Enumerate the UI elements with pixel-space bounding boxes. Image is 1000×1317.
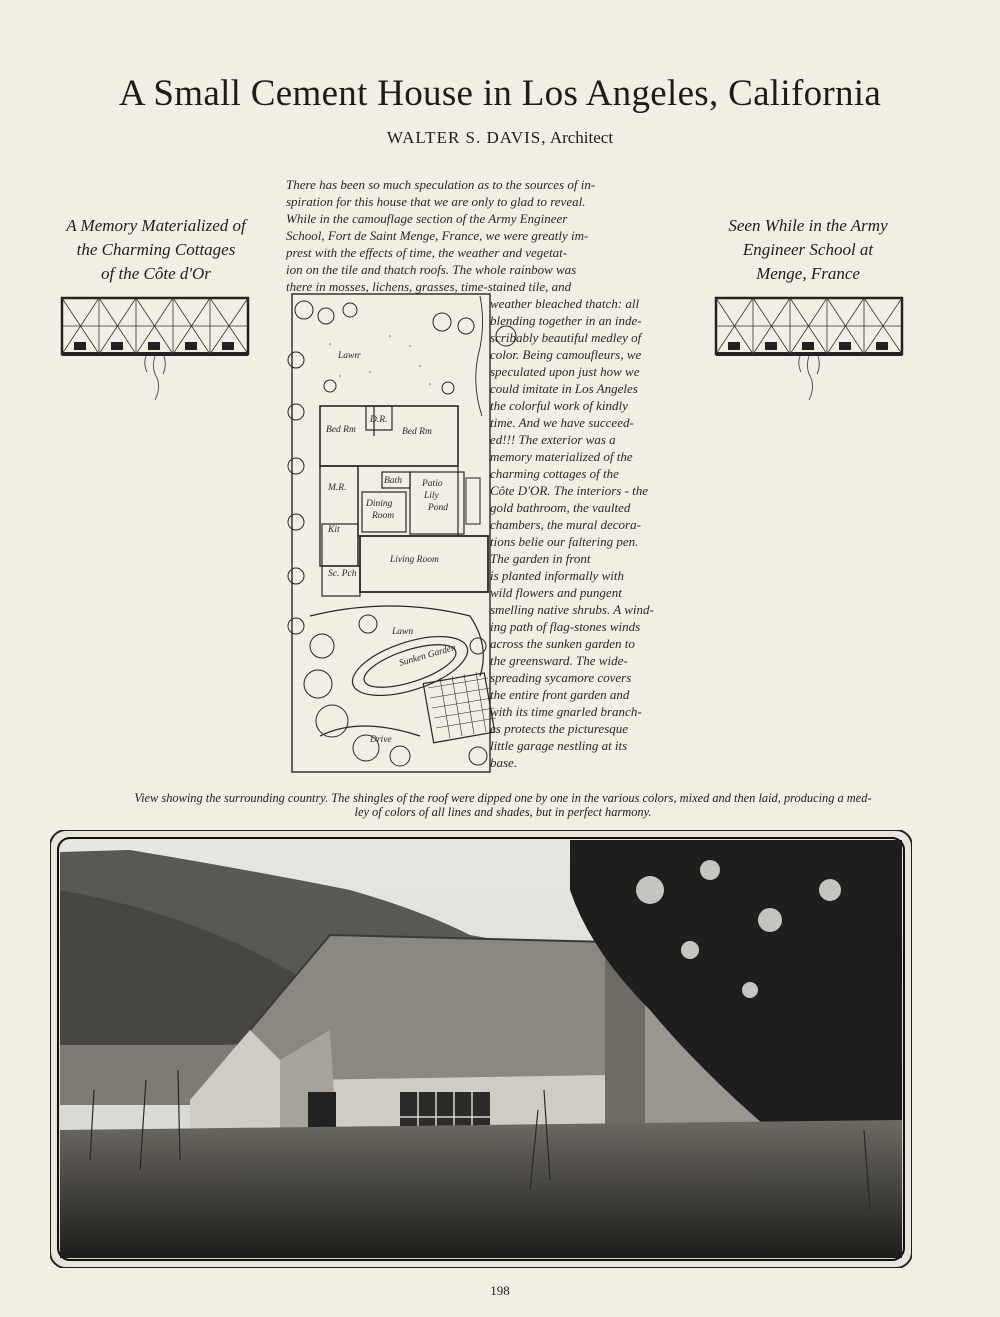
leaded-window-illustration-right <box>714 296 904 404</box>
plan-label-dining: Dining <box>366 499 393 509</box>
right-caption-line: Engineer School at <box>742 240 874 259</box>
left-caption-line: of the Côte d'Or <box>101 264 211 283</box>
plan-label-patio: Patio <box>422 479 443 489</box>
site-floor-plan <box>270 176 700 776</box>
leaded-window-illustration-left <box>60 296 250 404</box>
text-line: tions belie our faltering pen. <box>490 534 639 549</box>
plan-label-dr: D.R. <box>370 415 388 425</box>
text-line: gold bathroom, the vaulted <box>490 500 631 515</box>
text-line: scribably beautiful medley of <box>490 330 642 345</box>
text-line: with its time gnarled branch- <box>490 704 642 719</box>
text-line: es protects the picturesque <box>490 721 629 736</box>
left-caption-line: the Charming Cottages <box>76 240 236 259</box>
plan-label-kit: Kit <box>328 525 340 535</box>
plan-label-lawn-bottom: Lawn <box>392 627 414 637</box>
text-line: speculated upon just how we <box>490 364 640 379</box>
architect-name: WALTER S. DAVIS, <box>386 128 547 147</box>
page-number: 198 <box>490 1283 510 1298</box>
text-line: spiration for this house that we are only to glad to reveal. <box>286 194 586 209</box>
text-line: could imitate in Los Angeles <box>490 381 638 396</box>
text-line: weather bleached thatch: all <box>490 296 640 311</box>
plan-label-pond: Pond <box>428 503 449 513</box>
text-line: While in the camouflage section of the Army Engineer <box>286 211 568 226</box>
plan-label-screen-porch: Sc. Pch <box>328 569 357 579</box>
text-line: base. <box>490 755 518 770</box>
text-line: ed!!! The exterior was a <box>490 432 616 447</box>
text-line: chambers, the mural decora- <box>490 517 641 532</box>
text-line: spreading sycamore covers <box>490 670 632 685</box>
text-line: Côte D'OR. The interiors - the <box>490 483 649 498</box>
photo-caption-line: View showing the surrounding country. The shingles of the roof were dipped one by one in the various colors, mixed and then laid, producing a med- <box>134 791 872 805</box>
text-line: across the sunken garden to <box>490 636 635 651</box>
plan-label-lawn-top: Lawn <box>338 351 360 361</box>
byline <box>0 128 1000 148</box>
left-caption-line: A Memory Materialized of <box>66 216 246 235</box>
plan-label-bed-right: Bed Rm <box>402 427 432 437</box>
plan-label-drive: Drive <box>370 735 392 745</box>
text-line: School, Fort de Saint Menge, France, we were greatly im- <box>286 228 589 243</box>
text-line: the colorful work of kindly <box>490 398 628 413</box>
text-line: time. And we have succeed- <box>490 415 634 430</box>
text-line: There has been so much speculation as to the sources of in- <box>286 177 596 192</box>
plan-label-sunken-garden: Sunken Garden <box>398 643 458 669</box>
left-caption <box>40 214 272 286</box>
architect-role: Architect <box>549 128 614 147</box>
right-caption-line: Menge, France <box>756 264 860 283</box>
photo-caption-line: ley of colors of all lines and shades, but in perfect harmony. <box>354 805 652 819</box>
text-line: the entire front garden and <box>490 687 630 702</box>
plan-label-bed-left: Bed Rm <box>326 425 356 435</box>
plan-label-bath: Bath <box>384 476 402 486</box>
text-line: there in mosses, lichens, grasses, time-stained tile, and <box>286 279 572 294</box>
cottage-photograph <box>50 830 912 1268</box>
plan-label-mr: M.R. <box>328 483 347 493</box>
text-line: color. Being camoufleurs, we <box>490 347 642 362</box>
plan-label-room: Room <box>372 511 395 521</box>
text-line: smelling native shrubs. A wind- <box>490 602 654 617</box>
right-caption <box>700 214 916 286</box>
photo-caption <box>58 791 948 819</box>
text-line: charming cottages of the <box>490 466 619 481</box>
text-line: prest with the effects of time, the weather and vegetat- <box>286 245 568 260</box>
text-line: wild flowers and pungent <box>490 585 622 600</box>
page-title: A Small Cement House in Los Angeles, California <box>118 73 882 114</box>
text-line: little garage nestling at its <box>490 738 628 753</box>
text-line: the greensward. The wide- <box>490 653 628 668</box>
plan-label-living-room: Living Room <box>390 555 439 565</box>
text-line: The garden in front <box>490 551 591 566</box>
text-line: blending together in an inde- <box>490 313 642 328</box>
text-line: memory materialized of the <box>490 449 633 464</box>
text-line: ion on the tile and thatch roofs. The whole rainbow was <box>286 262 577 277</box>
text-line: is planted informally with <box>490 568 624 583</box>
text-line: ing path of flag-stones winds <box>490 619 641 634</box>
plan-label-lily: Lily <box>424 491 439 501</box>
right-caption-line: Seen While in the Army <box>728 216 888 235</box>
